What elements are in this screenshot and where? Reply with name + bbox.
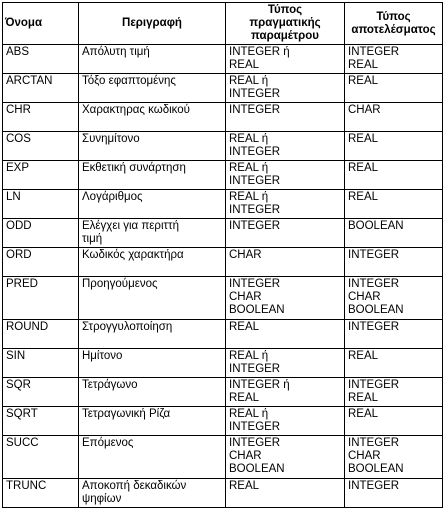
header-description: Περιγραφή xyxy=(79,3,226,45)
table-row xyxy=(3,320,443,349)
cell-description: Συνημίτονο xyxy=(79,132,226,161)
cell-param-type: REAL ή INTEGER xyxy=(226,407,345,436)
cell-param-type: REAL ή INTEGER xyxy=(226,190,345,219)
header-param-type: Τύπος πραγματικής παραμέτρου xyxy=(226,3,345,45)
table-row xyxy=(3,45,443,74)
cell-result-type: REAL xyxy=(345,161,443,190)
cell-result-type: REAL xyxy=(345,349,443,378)
cell-name: SUCC xyxy=(3,436,79,479)
cell-param-type: INTEGER CHAR BOOLEAN xyxy=(226,436,345,479)
cell-result-type: INTEGER CHAR BOOLEAN xyxy=(345,277,443,320)
table-row xyxy=(3,219,443,248)
cell-param-type: REAL xyxy=(226,320,345,349)
cell-description: Τετραγωνική Ρίζα xyxy=(79,407,226,436)
cell-param-type: REAL ή INTEGER xyxy=(226,132,345,161)
cell-param-type: INTEGER ή REAL xyxy=(226,45,345,74)
cell-result-type: INTEGER CHAR BOOLEAN xyxy=(345,436,443,479)
table-row xyxy=(3,479,443,508)
table-row xyxy=(3,161,443,190)
cell-param-type: REAL ή INTEGER xyxy=(226,74,345,103)
cell-description: Στρογγυλοποίηση xyxy=(79,320,226,349)
cell-name: ROUND xyxy=(3,320,79,349)
table-row xyxy=(3,436,443,479)
cell-name: ARCTAN xyxy=(3,74,79,103)
cell-description: Επόμενος xyxy=(79,436,226,479)
header-name: Όνομα xyxy=(3,3,79,45)
table-header-row xyxy=(3,3,443,45)
cell-description: Κωδικός χαρακτήρα xyxy=(79,248,226,277)
table-row xyxy=(3,349,443,378)
table-body xyxy=(3,45,443,508)
functions-table xyxy=(2,2,443,508)
cell-name: PRED xyxy=(3,277,79,320)
table-row xyxy=(3,248,443,277)
table-row xyxy=(3,103,443,132)
table-row xyxy=(3,132,443,161)
cell-description: Τετράγωνο xyxy=(79,378,226,407)
cell-result-type: INTEGER REAL xyxy=(345,378,443,407)
cell-name: COS xyxy=(3,132,79,161)
cell-param-type: INTEGER CHAR BOOLEAN xyxy=(226,277,345,320)
cell-name: SQRT xyxy=(3,407,79,436)
header-result-type: Τύπος αποτελέσματος xyxy=(345,3,443,45)
cell-name: ORD xyxy=(3,248,79,277)
cell-description: Προηγούμενος xyxy=(79,277,226,320)
cell-description: Λογάριθμος xyxy=(79,190,226,219)
cell-description: Τόξο εφαπτομένης xyxy=(79,74,226,103)
cell-name: CHR xyxy=(3,103,79,132)
table-row xyxy=(3,74,443,103)
cell-name: ABS xyxy=(3,45,79,74)
cell-result-type: BOOLEAN xyxy=(345,219,443,248)
cell-result-type: REAL xyxy=(345,190,443,219)
cell-description: Ημίτονο xyxy=(79,349,226,378)
cell-description: Εκθετική συνάρτηση xyxy=(79,161,226,190)
cell-description: Αποκοπή δεκαδικών ψηφίων xyxy=(79,479,226,508)
cell-name: ODD xyxy=(3,219,79,248)
cell-result-type: INTEGER REAL xyxy=(345,45,443,74)
cell-result-type: REAL xyxy=(345,132,443,161)
table-row xyxy=(3,378,443,407)
cell-name: SIN xyxy=(3,349,79,378)
cell-param-type: REAL xyxy=(226,479,345,508)
cell-result-type: INTEGER xyxy=(345,320,443,349)
cell-result-type: CHAR xyxy=(345,103,443,132)
cell-param-type: INTEGER ή REAL xyxy=(226,378,345,407)
cell-result-type: INTEGER xyxy=(345,248,443,277)
cell-param-type: INTEGER xyxy=(226,103,345,132)
cell-name: TRUNC xyxy=(3,479,79,508)
cell-name: EXP xyxy=(3,161,79,190)
cell-result-type: INTEGER xyxy=(345,479,443,508)
cell-result-type: REAL xyxy=(345,74,443,103)
cell-param-type: INTEGER xyxy=(226,219,345,248)
table-row xyxy=(3,277,443,320)
cell-name: LN xyxy=(3,190,79,219)
cell-description: Χαρακτηρας κωδικού xyxy=(79,103,226,132)
cell-name: SQR xyxy=(3,378,79,407)
cell-param-type: REAL ή INTEGER xyxy=(226,161,345,190)
table-row xyxy=(3,407,443,436)
table-row xyxy=(3,190,443,219)
cell-description: Απόλυτη τιμή xyxy=(79,45,226,74)
cell-param-type: REAL ή INTEGER xyxy=(226,349,345,378)
cell-result-type: REAL xyxy=(345,407,443,436)
cell-description: Ελέγχει για περιττή τιμή xyxy=(79,219,226,248)
cell-param-type: CHAR xyxy=(226,248,345,277)
